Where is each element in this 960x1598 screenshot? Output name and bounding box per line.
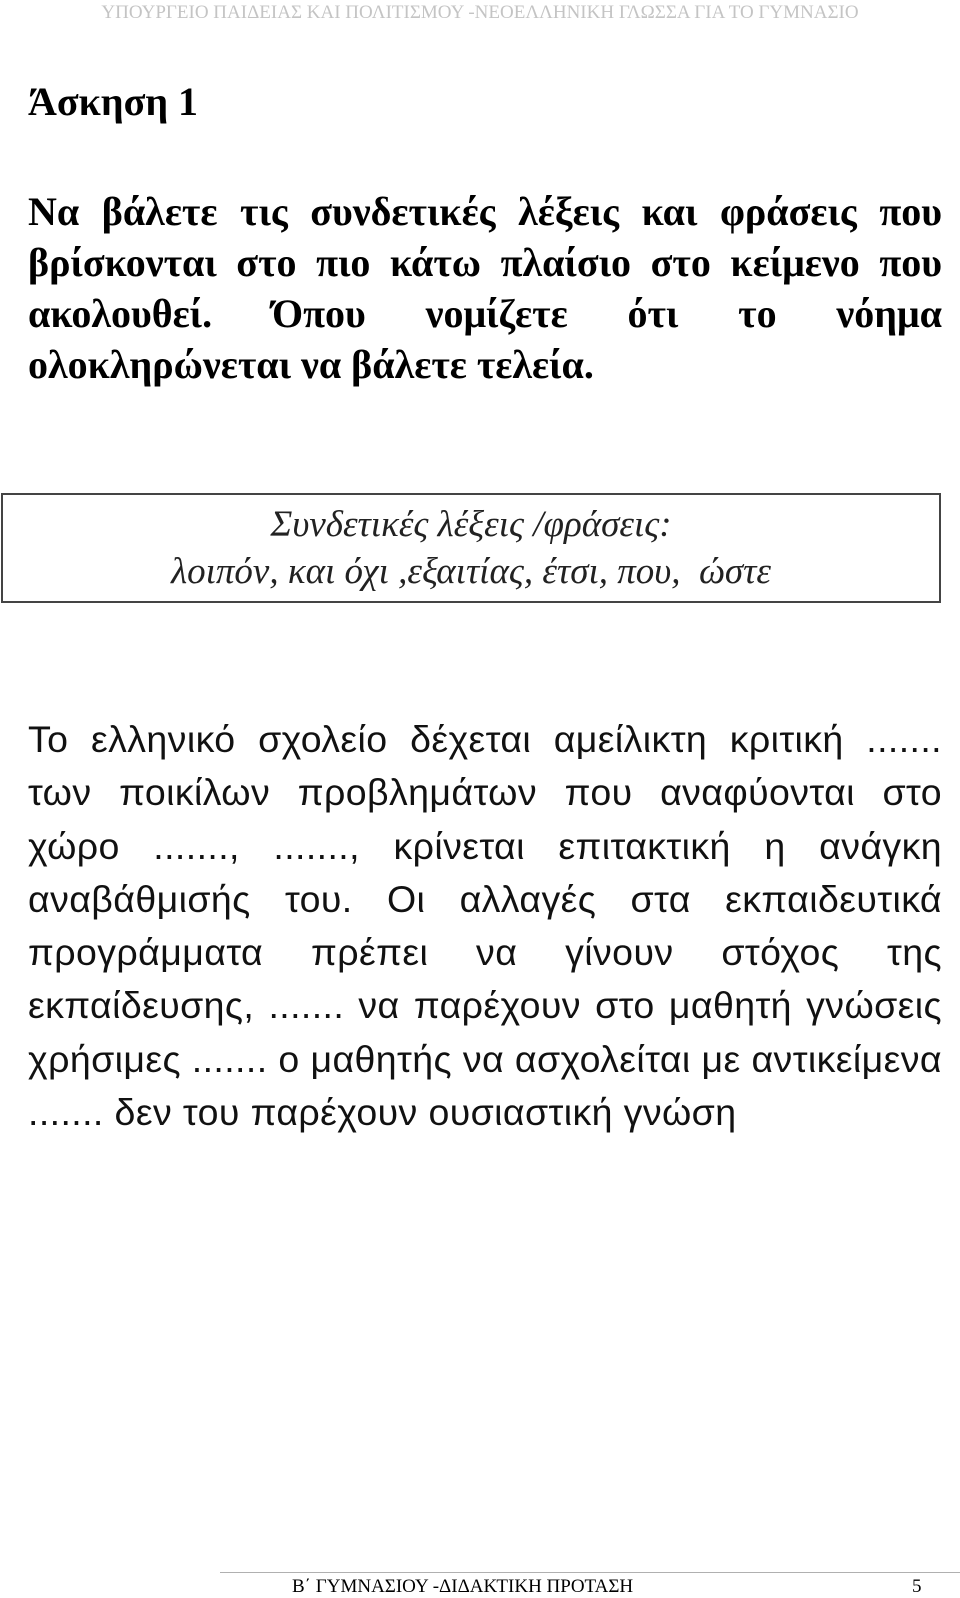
footer-label: Β΄ ΓΥΜΝΑΣΙΟΥ -ΔΙΔΑΚΤΙΚΗ ΠΡΟΤΑΣΗ bbox=[292, 1576, 634, 1597]
running-header: ΥΠΟΥΡΓΕΙΟ ΠΑΙΔΕΙΑΣ ΚΑΙ ΠΟΛΙΤΙΣΜΟΥ -ΝΕΟΕΛΛΗΝΙΚΗ ΓΛΩΣΣΑ ΓΙΑ ΤΟ ΓΥΜΝΑΣΙΟ bbox=[101, 2, 859, 23]
exercise-instructions: Να βάλετε τις συνδετικές λέξεις και φράσεις που βρίσκονται στο πιο κάτω πλαίσιο στο κείμενο που ακολουθεί. Όπου νομίζετε ότι το νόημα ολοκληρώνεται να βάλετε τελεία. bbox=[28, 189, 942, 387]
page-footer bbox=[0, 1560, 960, 1596]
connective-words-box bbox=[1, 493, 941, 603]
box-word-list: λοιπόν, και όχι ,εξαιτίας, έτσι, που, ώστε bbox=[171, 551, 771, 592]
exercise-title: Άσκηση 1 bbox=[28, 79, 199, 124]
footer-rule bbox=[220, 1572, 960, 1573]
exercise-passage: Το ελληνικό σχολείο δέχεται αμείλικτη κριτική ....... των ποικίλων προβλημάτων που αναφύονται στο χώρο ......., ......., κρίνεται επιτακτική η ανάγκη αναβάθμισής του. Οι αλλαγές στα εκπαιδευτικά προγράμματα πρέπει να γίνουν στόχος της εκπαίδευσης, ....... να παρέχουν στο μαθητή γνώσεις χρήσιμες ....... ο μαθητής να ασχολείται με αντικείμενα ....... δεν του παρέχουν ουσιαστική γνώση bbox=[28, 718, 942, 1134]
page-number: 5 bbox=[912, 1576, 922, 1597]
box-heading: Συνδετικές λέξεις /φράσεις: bbox=[270, 504, 672, 545]
